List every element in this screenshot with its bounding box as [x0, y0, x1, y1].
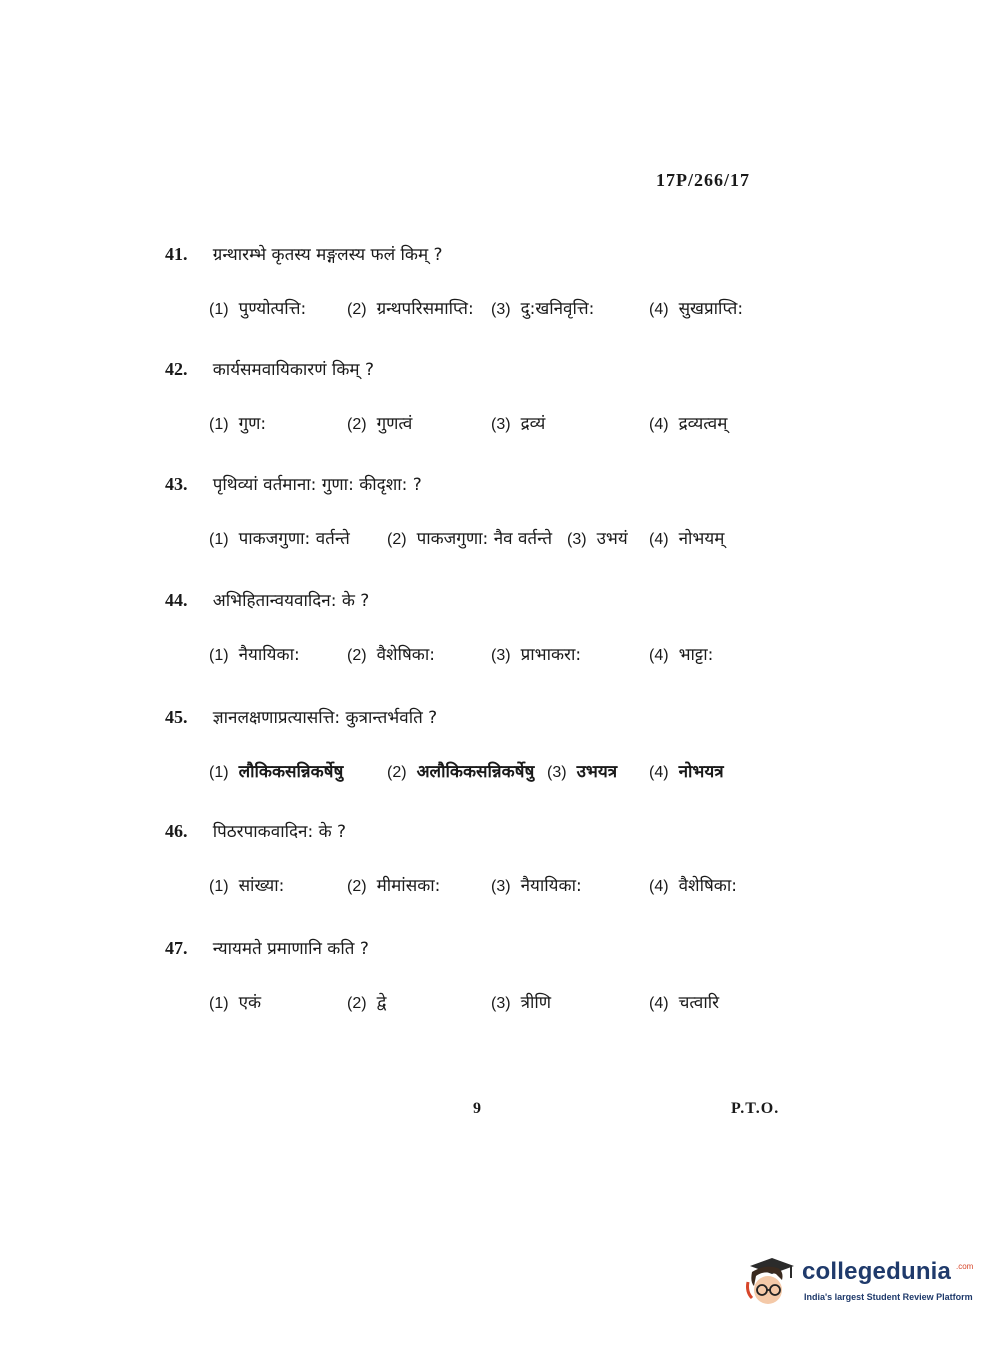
option-4: (4) नोभयम्	[649, 529, 725, 549]
option-1: (1) सांख्या:	[209, 876, 285, 896]
option-3: (3) उभयत्र	[547, 762, 618, 782]
question-line	[165, 703, 805, 731]
option-1: (1) पुण्योत्पत्ति:	[209, 299, 307, 319]
option-4: (4) भाट्टा:	[649, 645, 714, 665]
option-2: (2) अलौकिकसन्निकर्षेषु	[387, 762, 535, 782]
option-3: (3) द्रव्यं	[491, 414, 546, 434]
option-3: (3) उभयं	[567, 529, 628, 549]
options-row	[165, 526, 805, 556]
option-4: (4) सुखप्राप्ति:	[649, 299, 744, 319]
question-line	[165, 240, 805, 268]
options-row	[165, 990, 805, 1020]
collegedunia-watermark	[742, 1250, 972, 1312]
question-42	[165, 355, 805, 441]
question-line	[165, 817, 805, 845]
brand-suffix: .com	[956, 1262, 974, 1271]
mascot-logo-icon	[742, 1252, 798, 1308]
question-number: 46.	[165, 821, 188, 841]
question-line	[165, 586, 805, 614]
option-4: (4) चत्वारि	[649, 993, 720, 1013]
question-41	[165, 240, 805, 326]
question-44	[165, 586, 805, 672]
question-text: अभिहितान्वयवादिन: के ?	[212, 591, 370, 611]
option-1: (1) नैयायिका:	[209, 645, 300, 665]
option-1: (1) एकं	[209, 993, 262, 1013]
option-3: (3) नैयायिका:	[491, 876, 582, 896]
question-text: न्यायमते प्रमाणानि कति ?	[212, 939, 369, 959]
option-4: (4) द्रव्यत्वम्	[649, 414, 728, 434]
question-43	[165, 470, 805, 556]
option-1: (1) गुण:	[209, 414, 267, 434]
question-text: ज्ञानलक्षणाप्रत्यासत्ति: कुत्रान्तर्भवति ?	[212, 708, 438, 728]
options-row	[165, 759, 805, 789]
option-1: (1) लौकिकसन्निकर्षेषु	[209, 762, 344, 782]
options-row	[165, 411, 805, 441]
question-number: 41.	[165, 244, 188, 264]
brand-tagline: India's largest Student Review Platform	[804, 1292, 973, 1302]
option-2: (2) गुणत्वं	[347, 414, 413, 434]
question-text: पिठरपाकवादिन: के ?	[212, 822, 347, 842]
question-45	[165, 703, 805, 789]
options-row	[165, 642, 805, 672]
option-2: (2) द्वे	[347, 993, 387, 1013]
option-3: (3) प्राभाकरा:	[491, 645, 582, 665]
option-2: (2) पाकजगुणा: नैव वर्तन्ते	[387, 529, 553, 549]
option-2: (2) वैशेषिका:	[347, 645, 435, 665]
paper-code: 17P/266/17	[656, 170, 750, 190]
question-line	[165, 470, 805, 498]
question-text: कार्यसमवायिकारणं किम् ?	[212, 360, 374, 380]
options-row	[165, 873, 805, 903]
option-2: (2) मीमांसका:	[347, 876, 441, 896]
option-3: (3) त्रीणि	[491, 993, 552, 1013]
option-2: (2) ग्रन्थपरिसमाप्ति:	[347, 299, 474, 319]
question-text: पृथिव्यां वर्तमाना: गुणा: कीदृशा: ?	[212, 475, 422, 495]
question-number: 42.	[165, 359, 188, 379]
question-text: ग्रन्थारम्भे कृतस्य मङ्गलस्य फलं किम् ?	[212, 245, 443, 265]
question-46	[165, 817, 805, 903]
question-47	[165, 934, 805, 1020]
pto-label: P.T.O.	[731, 1100, 780, 1117]
option-3: (3) दु:खनिवृत्ति:	[491, 299, 595, 319]
question-number: 43.	[165, 474, 188, 494]
option-4: (4) वैशेषिका:	[649, 876, 737, 896]
question-number: 47.	[165, 938, 188, 958]
page-number: 9	[473, 1100, 481, 1117]
option-4: (4) नोभयत्र	[649, 762, 724, 782]
options-row	[165, 296, 805, 326]
question-number: 45.	[165, 707, 188, 727]
option-1: (1) पाकजगुणा: वर्तन्ते	[209, 529, 350, 549]
question-line	[165, 355, 805, 383]
question-line	[165, 934, 805, 962]
question-number: 44.	[165, 590, 188, 610]
brand-name: collegedunia	[802, 1258, 952, 1285]
